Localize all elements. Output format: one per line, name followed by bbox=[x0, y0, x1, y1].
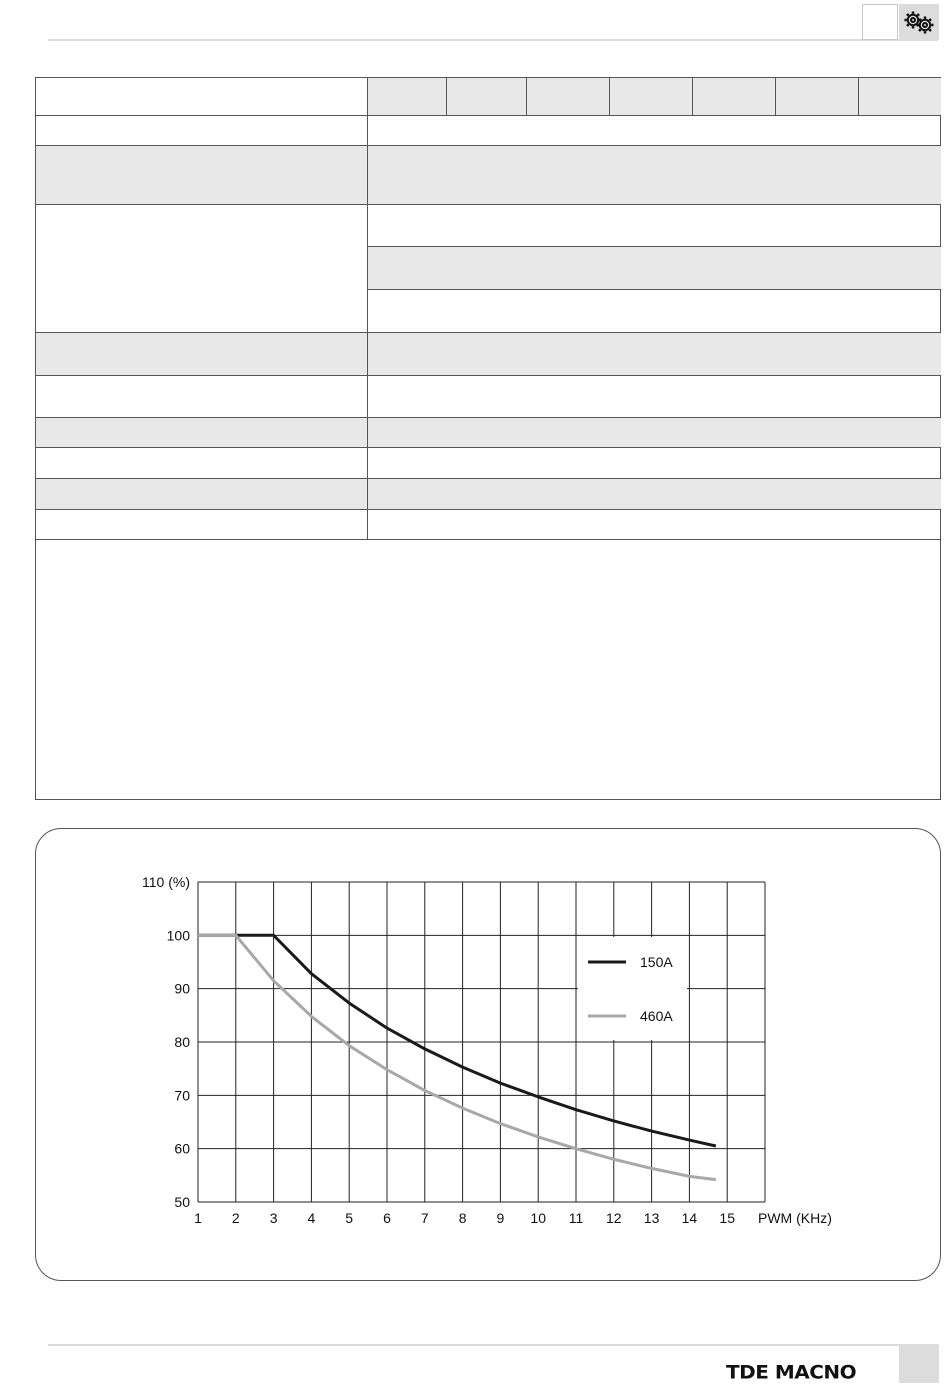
x-tick-label: 6 bbox=[383, 1210, 391, 1226]
table-header-cells bbox=[367, 78, 941, 115]
x-tick-label: 8 bbox=[458, 1210, 467, 1226]
legend-label: 150A bbox=[640, 954, 673, 970]
table-row bbox=[367, 246, 941, 289]
table-row-line bbox=[36, 417, 941, 418]
y-tick-label: 60 bbox=[174, 1140, 190, 1157]
table-row-line bbox=[36, 145, 941, 146]
table-row bbox=[36, 417, 941, 447]
y-tick-label: 100 bbox=[166, 927, 190, 944]
table-header-divider bbox=[692, 78, 693, 115]
table-row-line bbox=[36, 447, 941, 448]
table-column-divider bbox=[367, 78, 368, 539]
table-row-line bbox=[36, 539, 941, 540]
x-tick-label: 13 bbox=[643, 1210, 660, 1226]
y-tick-label: 90 bbox=[174, 980, 190, 997]
header-rule bbox=[48, 39, 938, 41]
x-axis-label: PWM (KHz) bbox=[758, 1210, 832, 1226]
x-tick-label: 10 bbox=[530, 1210, 546, 1226]
table-header-divider bbox=[446, 78, 447, 115]
table-row-line bbox=[367, 246, 941, 247]
page-number-box bbox=[862, 4, 898, 40]
legend-box bbox=[578, 937, 687, 1040]
table-row-line bbox=[367, 289, 941, 290]
spec-table bbox=[35, 77, 941, 800]
x-tick-label: 3 bbox=[269, 1210, 278, 1226]
x-tick-label: 5 bbox=[345, 1210, 354, 1226]
legend-label: 460A bbox=[640, 1008, 673, 1024]
page-number-box bbox=[899, 1345, 939, 1383]
x-tick-label: 9 bbox=[496, 1210, 505, 1226]
footer-rule bbox=[48, 1344, 938, 1346]
y-tick-label: 70 bbox=[174, 1087, 190, 1104]
table-row-line bbox=[36, 509, 941, 510]
x-tick-label: 15 bbox=[719, 1210, 735, 1226]
derating-chart-panel bbox=[35, 828, 941, 1281]
brand-logo: TDE MACNO bbox=[726, 1360, 857, 1384]
table-header-divider bbox=[609, 78, 610, 115]
table-row-line bbox=[36, 375, 941, 376]
x-tick-label: 14 bbox=[681, 1210, 698, 1226]
table-row-line bbox=[36, 478, 941, 479]
table-header-divider bbox=[526, 78, 527, 115]
x-tick-label: 4 bbox=[307, 1210, 316, 1226]
table-row-line bbox=[36, 115, 941, 116]
table-row bbox=[36, 332, 941, 375]
y-tick-label: 80 bbox=[174, 1034, 190, 1050]
y-axis-top-label: 110 (%) bbox=[142, 874, 190, 890]
x-tick-label: 12 bbox=[606, 1210, 622, 1226]
derating-chart bbox=[36, 829, 940, 1280]
y-tick-label: 50 bbox=[174, 1194, 190, 1210]
table-row-line bbox=[36, 332, 941, 333]
table-row bbox=[36, 145, 941, 204]
table-header-divider bbox=[775, 78, 776, 115]
x-tick-label: 1 bbox=[194, 1210, 202, 1226]
x-tick-label: 2 bbox=[231, 1210, 240, 1226]
table-row-line bbox=[36, 204, 941, 205]
x-tick-label: 11 bbox=[568, 1210, 584, 1226]
table-header-divider bbox=[858, 78, 859, 115]
table-row bbox=[36, 478, 941, 509]
x-tick-label: 7 bbox=[420, 1210, 429, 1226]
gears-icon bbox=[899, 4, 939, 40]
